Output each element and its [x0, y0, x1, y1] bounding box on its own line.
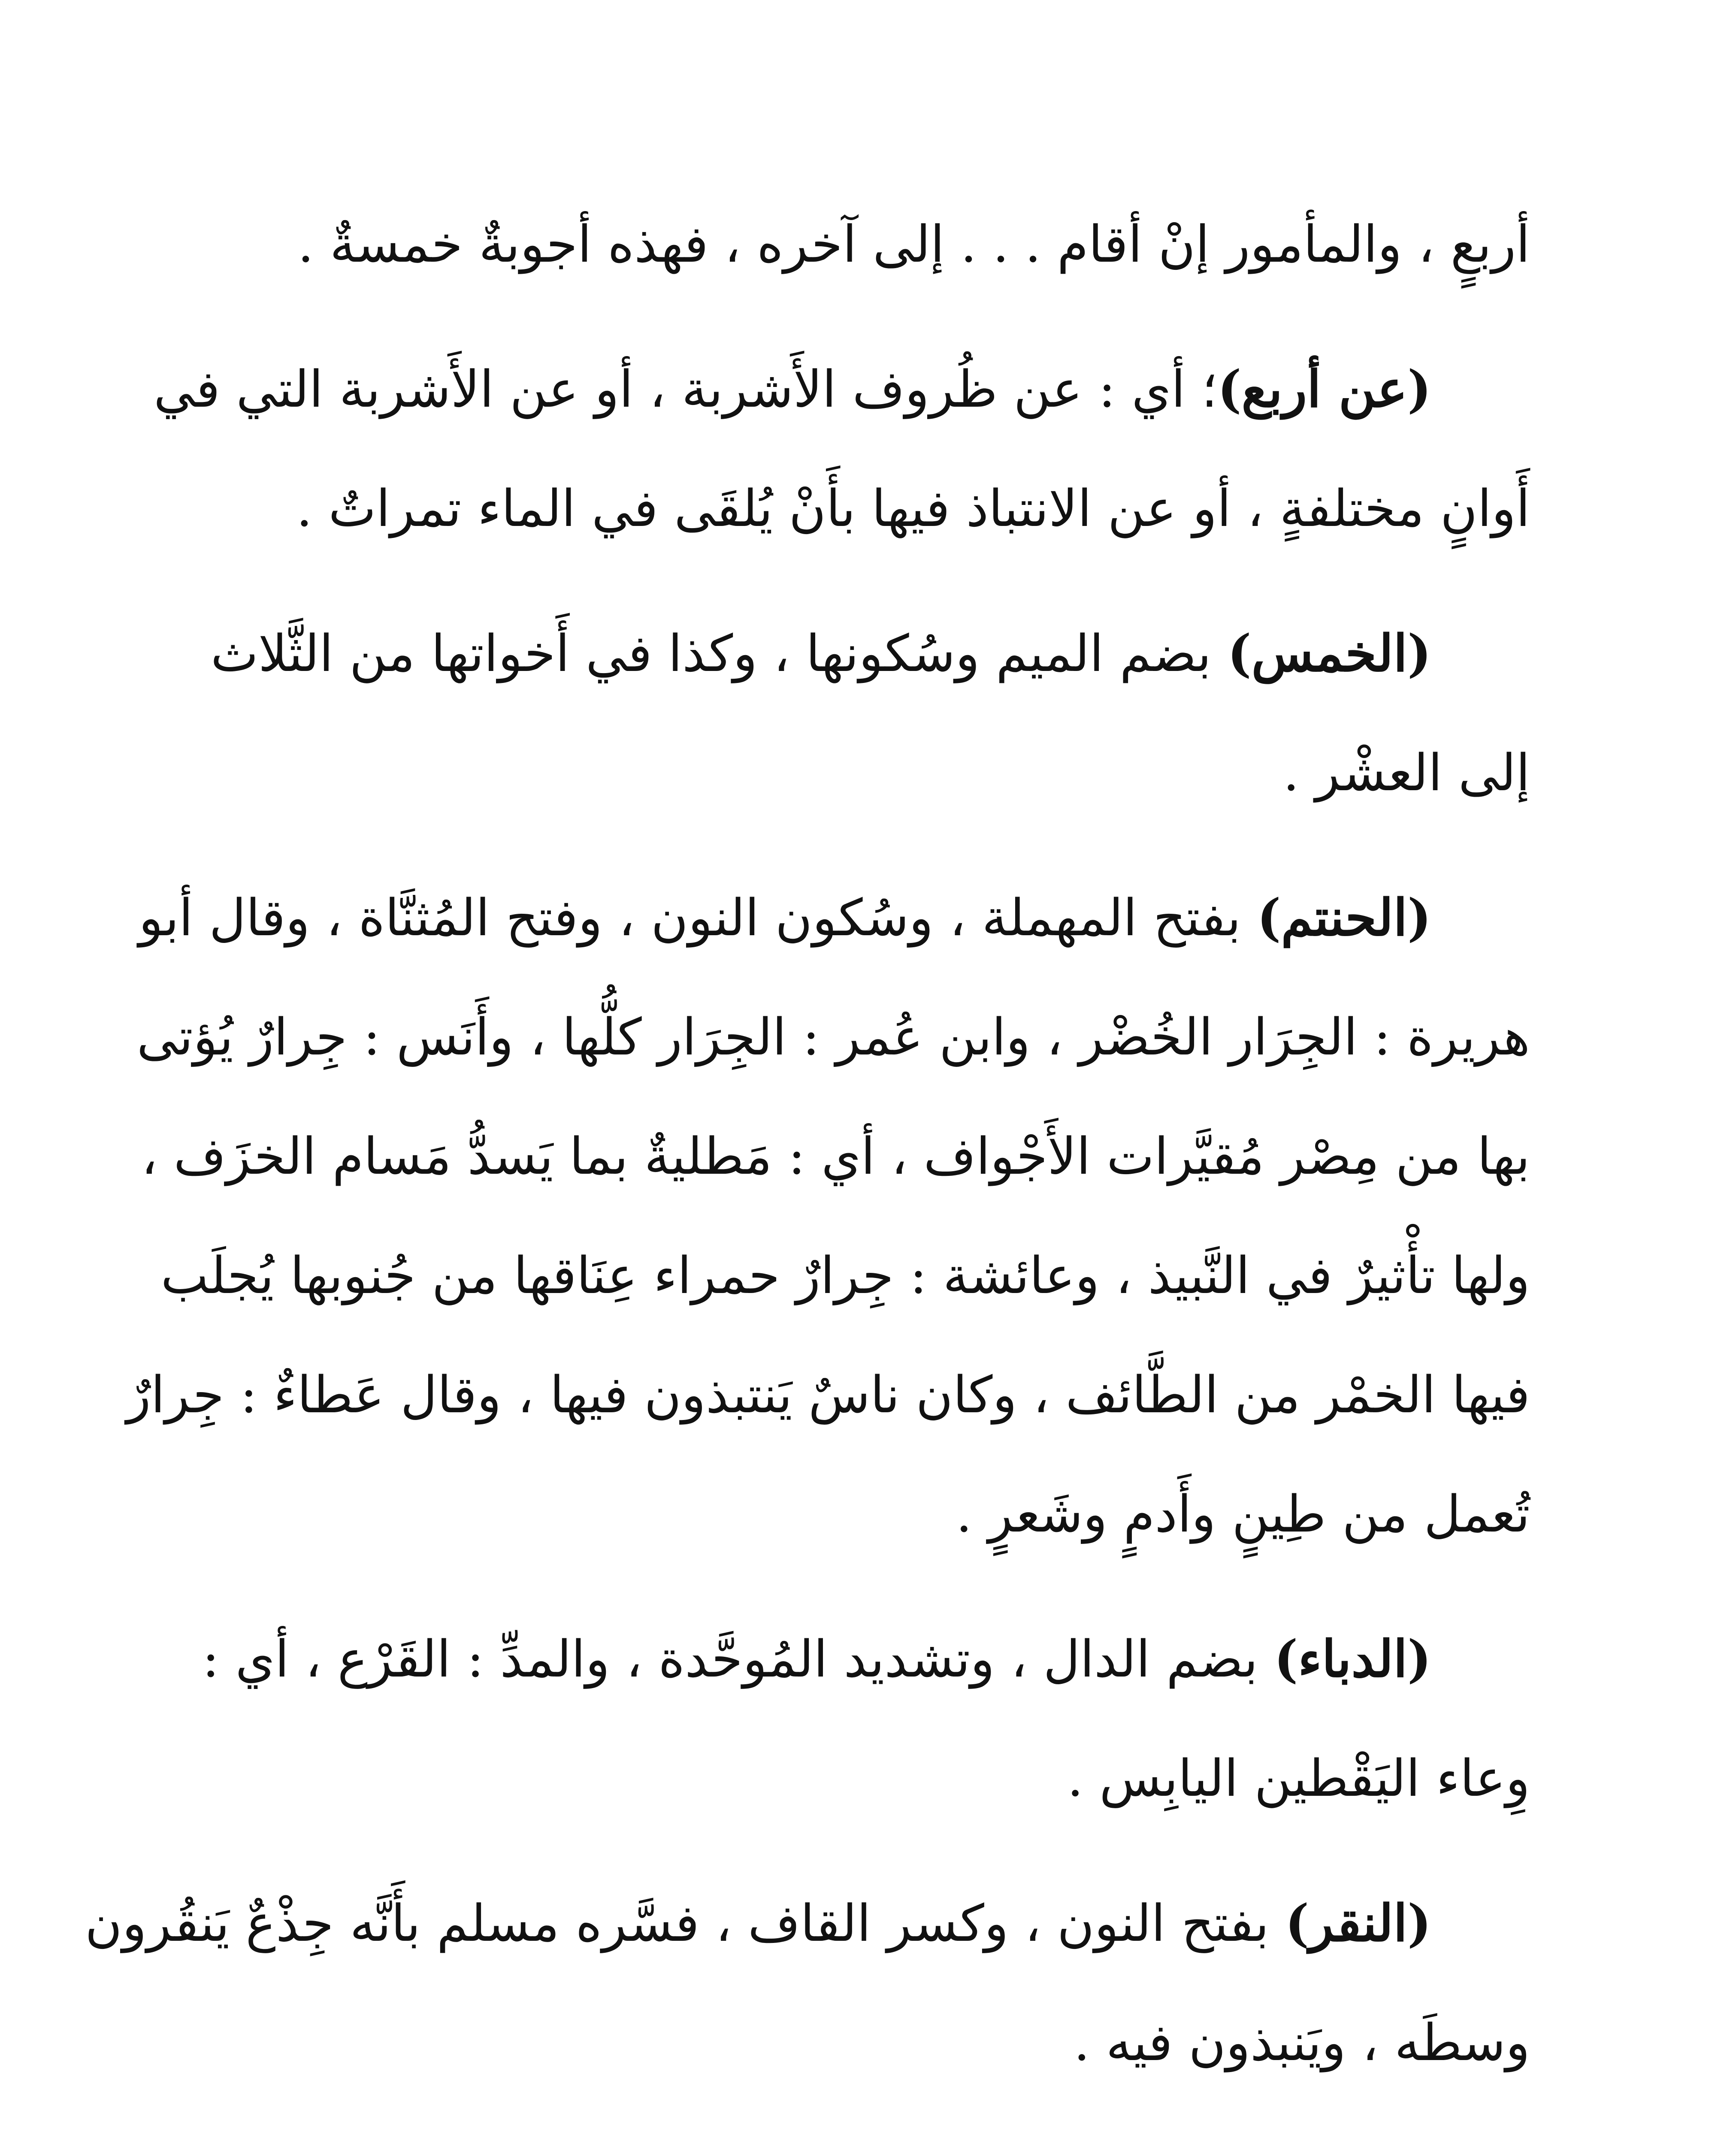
- line-text: أربعٍ ، والمأمور إنْ أقام . . . إلى آخره ، فهذه أجوبةٌ خمسةٌ .: [297, 214, 1530, 274]
- text-line: [196, 2128, 1530, 2145]
- line-text: وِعاء اليَقْطين اليابِس .: [1067, 1749, 1530, 1808]
- headword: (النقر): [1285, 1893, 1431, 1953]
- text-line: [196, 713, 1530, 832]
- line-text: بضم الدال ، وتشديد المُوحَّدة ، والمدِّ : القَرْع ، أي :: [202, 1629, 1274, 1689]
- line-text: هريرة : الجِرَار الخُضْر ، وابن عُمر : الجِرَار كلُّها ، وأَنَس : جِرارٌ يُؤتى: [136, 1007, 1530, 1066]
- line-text: ؛ أي : عن ظُروف الأَشربة ، أو عن الأَشربة التي في: [154, 360, 1218, 419]
- text-line: [160, 1216, 1530, 1335]
- text-line: [196, 184, 1530, 304]
- line-text: ولها تأْثيرٌ في النَّبيذ ، وعائشة : جِرارٌ حمراء عِنَاقها من جُنوبها يُجلَب: [160, 1246, 1530, 1305]
- paragraph-gap: [196, 568, 1530, 594]
- line-text: بفتح المهملة ، وسُكون النون ، وفتح المُثنَّاة ، وقال أبو: [139, 888, 1257, 947]
- text-line: [196, 449, 1530, 568]
- text-line: [126, 1335, 1530, 1454]
- line-text: أَوانٍ مختلفةٍ ، أو عن الانتباذ فيها بأَنْ يُلقَى في الماء تمراتٌ .: [296, 479, 1530, 538]
- headword: (عن أربع): [1217, 359, 1431, 419]
- paragraph-gap: [196, 2102, 1530, 2128]
- headword: (الدباء): [1274, 1629, 1431, 1689]
- line-text: بضم الميم وسُكونها ، وكذا في أَخواتها من الثَّلاث: [210, 624, 1228, 683]
- line-text: بها من مِصْر مُقيَّرات الأَجْواف ، أي : مَطليةٌ بما يَسدُّ مَسام الخزَف ،: [141, 1127, 1530, 1186]
- text-line: [141, 1097, 1530, 1216]
- text-line: [139, 858, 1530, 977]
- text-line: [196, 1983, 1530, 2102]
- text-line: [196, 1454, 1530, 1574]
- headword: (الحنتم): [1257, 888, 1431, 947]
- line-text: تُعمل من طِينٍ وأَدمٍ وشَعرٍ .: [956, 1484, 1530, 1544]
- line-text: فيها الخمْر من الطَّائف ، وكان ناسٌ يَنتبذون فيها ، وقال عَطاءٌ : جِرارٌ: [126, 1365, 1530, 1424]
- paragraph-gap: [196, 1574, 1530, 1599]
- text-line: [196, 594, 1530, 713]
- paragraph-gap: [196, 304, 1530, 329]
- text-line: [154, 329, 1530, 449]
- line-text: وسطَه ، ويَنبذون فيه .: [1074, 2013, 1530, 2072]
- text-line: [196, 1719, 1530, 1838]
- text-line: [196, 1599, 1530, 1719]
- paragraph-gap: [196, 1838, 1530, 1864]
- line-text: إلى العشْر .: [1283, 743, 1530, 802]
- line-text: بفتح النون ، وكسر القاف ، فسَّره مسلم بأَنَّه جِذْعٌ يَنقُرون: [85, 1894, 1285, 1953]
- text-line: [85, 1864, 1530, 1983]
- text-line: [136, 977, 1530, 1097]
- commentary-text: [85, 184, 1530, 2145]
- paragraph-gap: [196, 832, 1530, 858]
- headword: (الخمس): [1227, 623, 1431, 683]
